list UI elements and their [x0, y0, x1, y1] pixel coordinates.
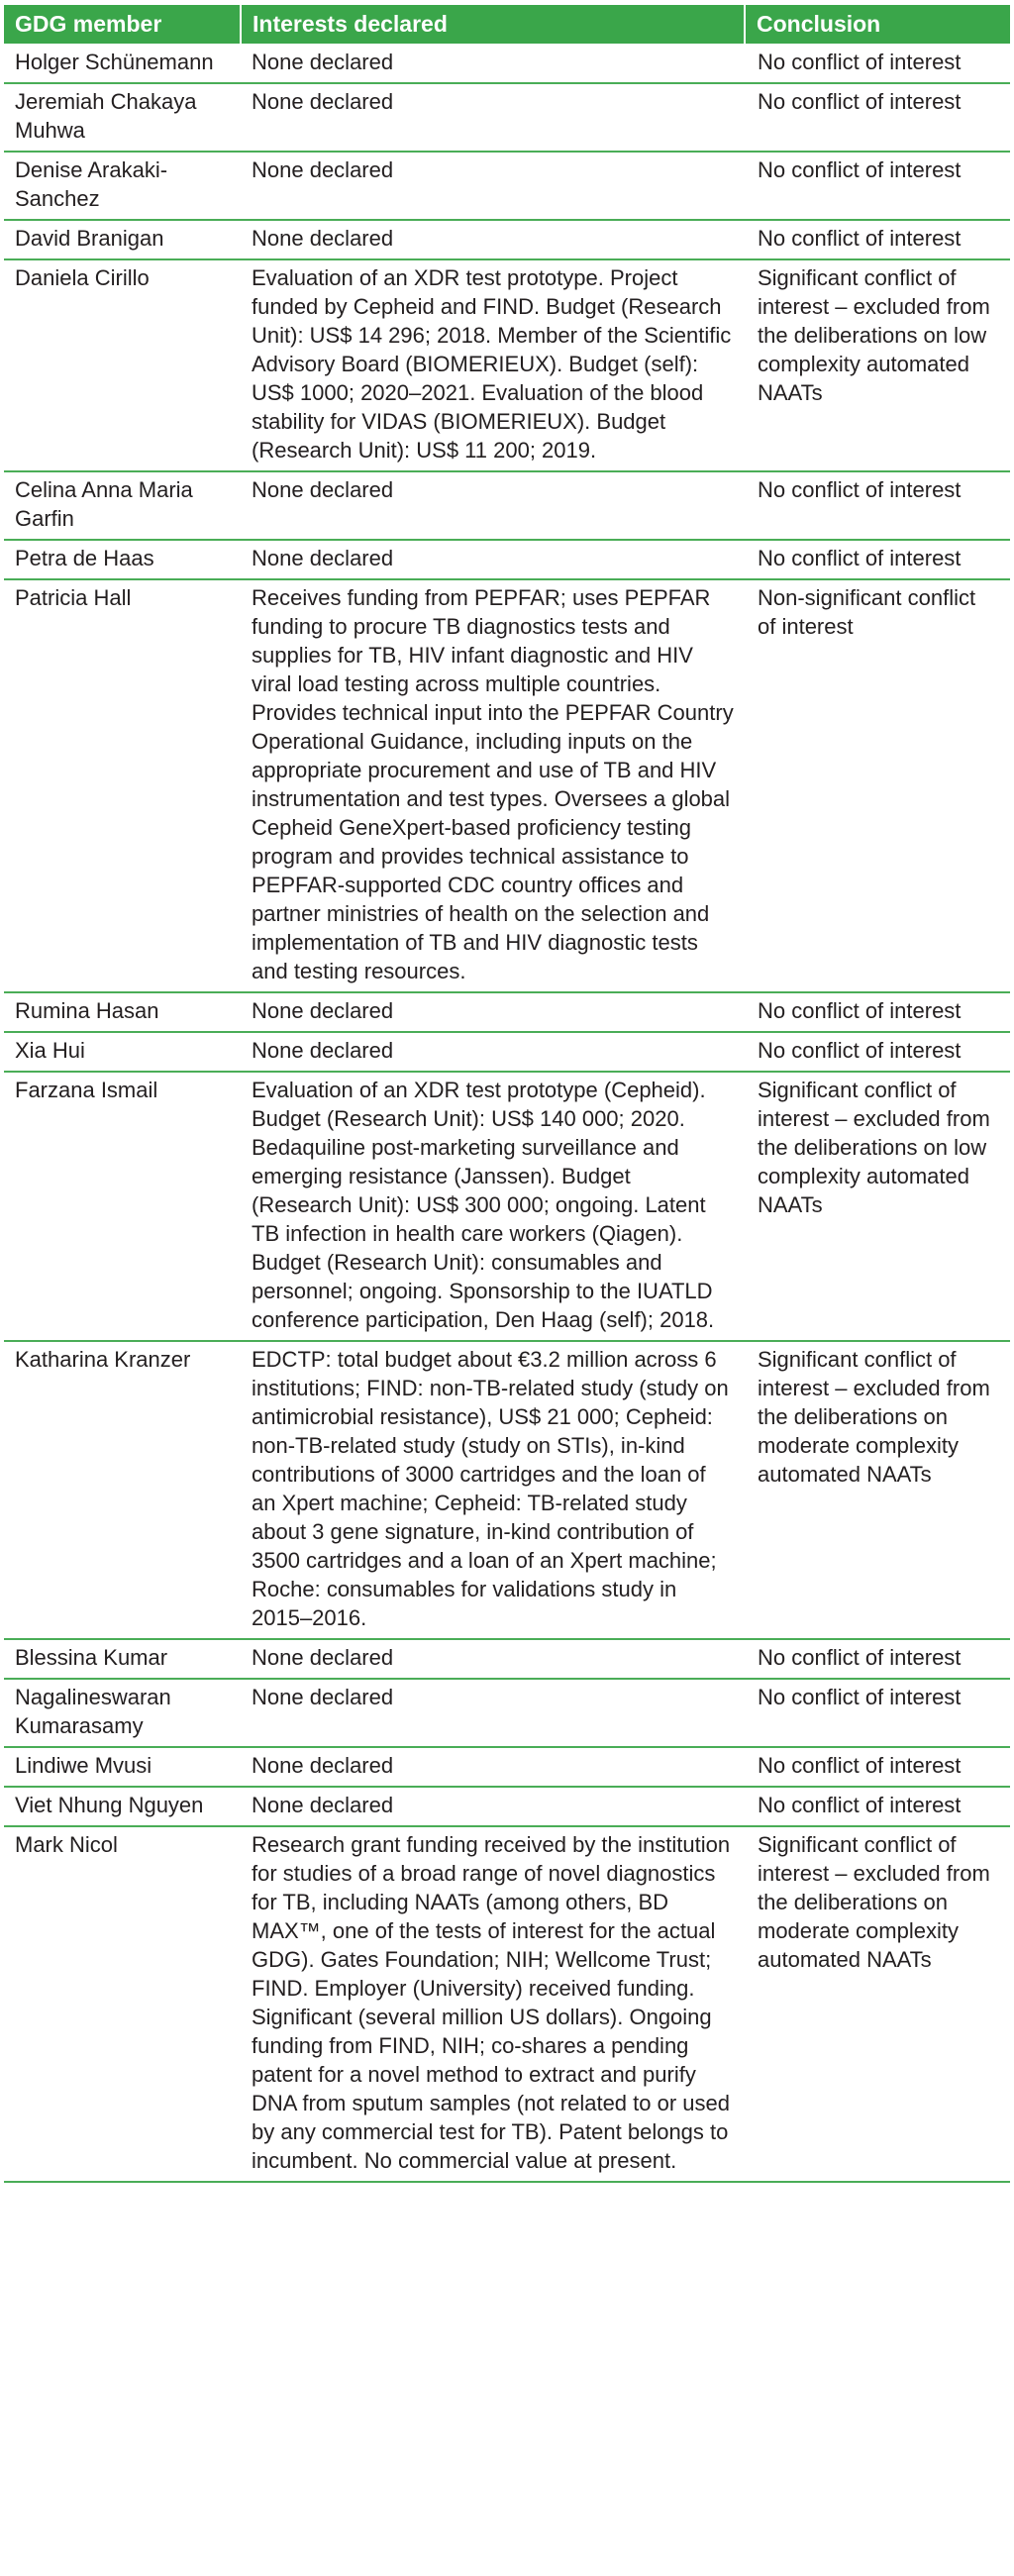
- declarations-table: [4, 5, 1010, 2183]
- table-header: [4, 5, 1010, 44]
- table-row: [4, 259, 1010, 471]
- table-row: [4, 1787, 1010, 1826]
- table-row: [4, 1679, 1010, 1747]
- member-cell: Petra de Haas: [4, 540, 241, 579]
- interests-cell: EDCTP: total budget about €3.2 million across 6 institutions; FIND: non-TB-related study (study on antimicrobial resistance), US$ 21 000; Cepheid: non-TB-related study (study on STIs), in-kind contributions of 3000 cartridges and the loan of an Xpert machine; Cepheid: TB-related study about 3 gene signature, in-kind contribution of 3500 cartridges and a loan of an Xpert machine; Roche: consumables for validations study in 2015–2016.: [241, 1341, 745, 1639]
- conclusion-cell: No conflict of interest: [745, 83, 1010, 152]
- table-row: [4, 1032, 1010, 1072]
- conclusion-cell: No conflict of interest: [745, 1639, 1010, 1679]
- member-cell: Jeremiah Chakaya Muhwa: [4, 83, 241, 152]
- table-row: [4, 1072, 1010, 1341]
- table-row: [4, 540, 1010, 579]
- interests-cell: None declared: [241, 1032, 745, 1072]
- table-row: [4, 1747, 1010, 1787]
- interests-cell: Evaluation of an XDR test prototype. Project funded by Cepheid and FIND. Budget (Research Unit): US$ 14 296; 2018. Member of the Scientific Advisory Board (BIOMERIEUX). Budget (self): US$ 1000; 2020–2021. Evaluation of the blood stability for VIDAS (BIOMERIEUX). Budget (Research Unit): US$ 11 200; 2019.: [241, 259, 745, 471]
- table-row: [4, 44, 1010, 83]
- member-cell: Denise Arakaki-Sanchez: [4, 152, 241, 220]
- conclusion-cell: No conflict of interest: [745, 1787, 1010, 1826]
- table-row: [4, 152, 1010, 220]
- member-cell: Rumina Hasan: [4, 992, 241, 1032]
- conclusion-cell: No conflict of interest: [745, 1679, 1010, 1747]
- member-cell: Blessina Kumar: [4, 1639, 241, 1679]
- table-row: [4, 220, 1010, 259]
- header-conclusion: Conclusion: [757, 11, 881, 37]
- conclusion-cell: No conflict of interest: [745, 1032, 1010, 1072]
- interests-cell: None declared: [241, 1639, 745, 1679]
- member-cell: David Branigan: [4, 220, 241, 259]
- member-cell: Daniela Cirillo: [4, 259, 241, 471]
- conclusion-cell: No conflict of interest: [745, 1747, 1010, 1787]
- conclusion-cell: Significant conflict of interest – excluded from the deliberations on moderate complexity automated NAATs: [745, 1826, 1010, 2182]
- interests-cell: Research grant funding received by the institution for studies of a broad range of novel diagnostics for TB, including NAATs (among others, BD MAX™, one of the tests of interest for the actual GDG). Gates Foundation; NIH; Wellcome Trust; FIND. Employer (University) received funding. Significant (several million US dollars). Ongoing funding from FIND, NIH; co-shares a pending patent for a novel method to extract and purify DNA from sputum samples (not related to or used by any commercial test for TB). Patent belongs to incumbent. No commercial value at present.: [241, 1826, 745, 2182]
- interests-cell: Evaluation of an XDR test prototype (Cepheid). Budget (Research Unit): US$ 140 000; 2020. Bedaquiline post-marketing surveillance and emerging resistance (Janssen). Budget (Research Unit): US$ 300 000; ongoing. Latent TB infection in health care workers (Qiagen). Budget (Research Unit): consumables and personnel; ongoing. Sponsorship to the IUATLD conference participation, Den Haag (self); 2018.: [241, 1072, 745, 1341]
- conclusion-cell: No conflict of interest: [745, 540, 1010, 579]
- member-cell: Lindiwe Mvusi: [4, 1747, 241, 1787]
- interests-cell: None declared: [241, 1679, 745, 1747]
- interests-cell: None declared: [241, 992, 745, 1032]
- header-row: [4, 5, 1010, 44]
- member-cell: Farzana Ismail: [4, 1072, 241, 1341]
- conclusion-cell: No conflict of interest: [745, 44, 1010, 83]
- conclusion-cell: No conflict of interest: [745, 471, 1010, 540]
- interests-cell: None declared: [241, 471, 745, 540]
- header-interests-declared: Interests declared: [241, 5, 745, 44]
- interests-cell: None declared: [241, 220, 745, 259]
- member-cell: Nagalineswaran Kumarasamy: [4, 1679, 241, 1747]
- interests-cell: None declared: [241, 1747, 745, 1787]
- member-cell: Patricia Hall: [4, 579, 241, 992]
- conclusion-cell: Significant conflict of interest – excluded from the deliberations on low complexity automated NAATs: [745, 1072, 1010, 1341]
- conclusion-cell: Non-significant conflict of interest: [745, 579, 1010, 992]
- interests-cell: None declared: [241, 44, 745, 83]
- interests-cell: None declared: [241, 152, 745, 220]
- member-cell: Mark Nicol: [4, 1826, 241, 2182]
- table-row: [4, 83, 1010, 152]
- interests-cell: None declared: [241, 1787, 745, 1826]
- conclusion-cell: No conflict of interest: [745, 220, 1010, 259]
- member-cell: Celina Anna Maria Garfin: [4, 471, 241, 540]
- member-cell: Viet Nhung Nguyen: [4, 1787, 241, 1826]
- table-row: [4, 992, 1010, 1032]
- conclusion-cell: Significant conflict of interest – excluded from the deliberations on low complexity automated NAATs: [745, 259, 1010, 471]
- conclusion-cell: No conflict of interest: [745, 992, 1010, 1032]
- member-cell: Katharina Kranzer: [4, 1341, 241, 1639]
- table-row: [4, 579, 1010, 992]
- interests-cell: None declared: [241, 83, 745, 152]
- interests-cell: Receives funding from PEPFAR; uses PEPFAR funding to procure TB diagnostics tests and supplies for TB, HIV infant diagnostic and HIV viral load testing across multiple countries. Provides technical input into the PEPFAR Country Operational Guidance, including inputs on the appropriate procurement and use of TB and HIV instrumentation and test types. Oversees a global Cepheid GeneXpert-based proficiency testing program and provides technical assistance to PEPFAR-supported CDC country offices and partner ministries of health on the selection and implementation of TB and HIV diagnostic tests and testing resources.: [241, 579, 745, 992]
- interests-cell: None declared: [241, 540, 745, 579]
- header-gdg-member: GDG member: [4, 5, 241, 44]
- member-cell: Xia Hui: [4, 1032, 241, 1072]
- table-row: [4, 1341, 1010, 1639]
- conclusion-cell: No conflict of interest: [745, 152, 1010, 220]
- member-cell: Holger Schünemann: [4, 44, 241, 83]
- table-body: [4, 44, 1010, 2182]
- conclusion-cell: Significant conflict of interest – excluded from the deliberations on moderate complexity automated NAATs: [745, 1341, 1010, 1639]
- table-row: [4, 471, 1010, 540]
- table-row: [4, 1826, 1010, 2182]
- table-row: [4, 1639, 1010, 1679]
